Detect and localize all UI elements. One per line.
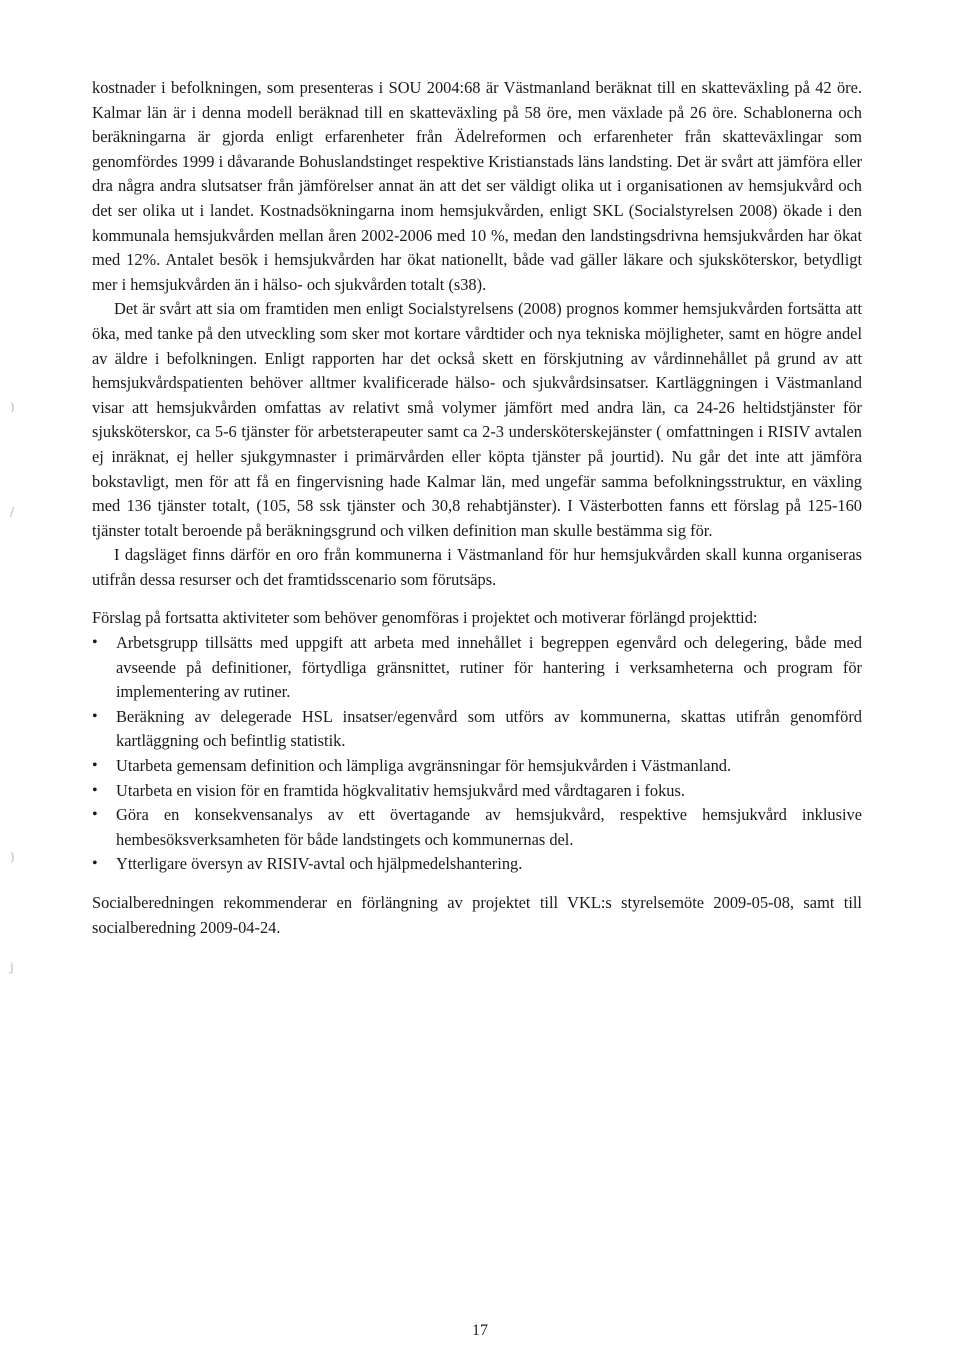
bullet-icon: • xyxy=(92,855,98,873)
scan-margin-mark: ) xyxy=(10,850,15,864)
list-item xyxy=(92,705,862,754)
list-item-text: Utarbeta gemensam definition och lämpliga avgränsningar för hemsjukvården i Västmanland. xyxy=(116,756,732,776)
bullet-icon: • xyxy=(92,634,98,652)
bullet-icon: • xyxy=(92,781,98,799)
proposal-list xyxy=(92,631,862,877)
list-item xyxy=(92,852,862,877)
bullet-icon: • xyxy=(92,707,98,725)
scan-margin-mark: ) xyxy=(10,400,15,414)
bullet-icon: • xyxy=(92,757,98,775)
bullet-icon: • xyxy=(92,806,98,824)
scan-margin-mark: / xyxy=(10,505,15,519)
list-item-text: Ytterligare översyn av RISIV-avtal och hjälpmedelshantering. xyxy=(116,854,523,874)
list-item xyxy=(92,779,862,804)
list-item xyxy=(92,631,862,705)
list-item-text: Beräkning av delegerade HSL insatser/egenvård som utförs av kommunerna, skattas utifrån genomförd kartläggning och befintlig statistik. xyxy=(116,706,862,751)
paragraph-skatteväxling: kostnader i befolkningen, som presenteras i SOU 2004:68 är Västmanland beräknat till en skatteväxling på 42 öre. Kalmar län är i denna modell beräknad till en skatteväxling på 58 öre, men växlade på 26 öre. Schablonerna och beräkningarna är gjorda enligt erfarenheter från Ädelreformen och erfarenheter från skatteväxlingar som genomfördes 1999 i dåvarande Bohuslandstinget respektive Kristianstads läns landsting. Det är svårt att jämföra eller dra några andra slutsatser från jämförelser annat än att det ser väldigt olika ut i organisationen av hemsjukvård och det ser olika ut i landet. Kostnadsökningarna inom hemsjukvården, enligt SKL (Socialstyrelsen 2008) ökade i den kommunala hemsjukvården mellan åren 2002-2006 med 10 %, medan den landstingsdrivna hemsjukvården har ökat med 12%. Antalet besök i hemsjukvården har ökat nationellt, både vad gäller läkare och sjuksköterskor, betydligt mer i hemsjukvården än i hälso- och sjukvården totalt (s38). xyxy=(92,78,862,294)
scan-margin-mark: j xyxy=(10,960,14,974)
list-item xyxy=(92,754,862,779)
list-item xyxy=(92,803,862,852)
list-item-text: Utarbeta en vision för en framtida högkvalitativ hemsjukvård med vårdtagaren i fokus. xyxy=(116,780,685,800)
page-number: 17 xyxy=(472,1322,488,1339)
paragraph-framtid: Det är svårt att sia om framtiden men enligt Socialstyrelsens (2008) prognos kommer hemsjukvården fortsätta att öka, med tanke på den utveckling som sker mot kortare vårdtider och nya tekniska möjligheter, samt en högre andel av äldre i befolkningen. Enligt rapporten har det också skett en förskjutning av vårdinnehållet på grund av att hemsjukvårdspatienten behöver alltmer kvalificerade hälso- och sjukvårdsinsatser. Kartläggningen i Västmanland visar att hemsjukvården omfattas av relativt små volymer jämfört med andra län, ca 24-26 heltidstjänster för sjuksköterskor, ca 5-6 tjänster för arbetsterapeuter samt ca 2-3 undersköterskejänster ( omfattningen i RISIV avtalen ej inräknat, ej heller sjukgymnaster i primärvården eller köpta tjänster på jourtid). Nu går det inte att jämföra bokstavligt, men för att få en fingervisning hade Kalmar län, med ungefär samma befolkningsstruktur, en växling med 136 tjänster totalt, (105, 58 ssk tjänster och 30,8 rehabtjänster). I Västerbotten fanns ett förslag på 125-160 tjänster totalt beroende på beräkningsgrund och vilken definition man skulle bestämma sig för. xyxy=(92,299,862,540)
closing-recommendation: Socialberedningen rekommenderar en förlängning av projektet till VKL:s styrelsemöte 2009-05-08, samt till socialberedning 2009-04-24. xyxy=(92,893,862,937)
proposal-intro: Förslag på fortsatta aktiviteter som behöver genomföras i projektet och motiverar förlängd projekttid: xyxy=(92,608,758,628)
list-item-text: Arbetsgrupp tillsätts med uppgift att arbeta med innehållet i begreppen egenvård och delegering, både med avseende på definitioner, förtydliga gränsnittet, rutiner för hantering i verksamheterna och program för implementering av rutiner. xyxy=(116,633,862,702)
list-item-text: Göra en konsekvensanalys av ett övertagande av hemsjukvård, respektive hemsjukvård inklusive hembesöksverksamheten för både landstingets och kommunernas del. xyxy=(116,805,862,849)
paragraph-dagsläget: I dagsläget finns därför en oro från kommunerna i Västmanland för hur hemsjukvården skall kunna organiseras utifrån dessa resurser och det framtidsscenario som förutsäps. xyxy=(92,545,862,589)
document-body xyxy=(92,76,862,940)
